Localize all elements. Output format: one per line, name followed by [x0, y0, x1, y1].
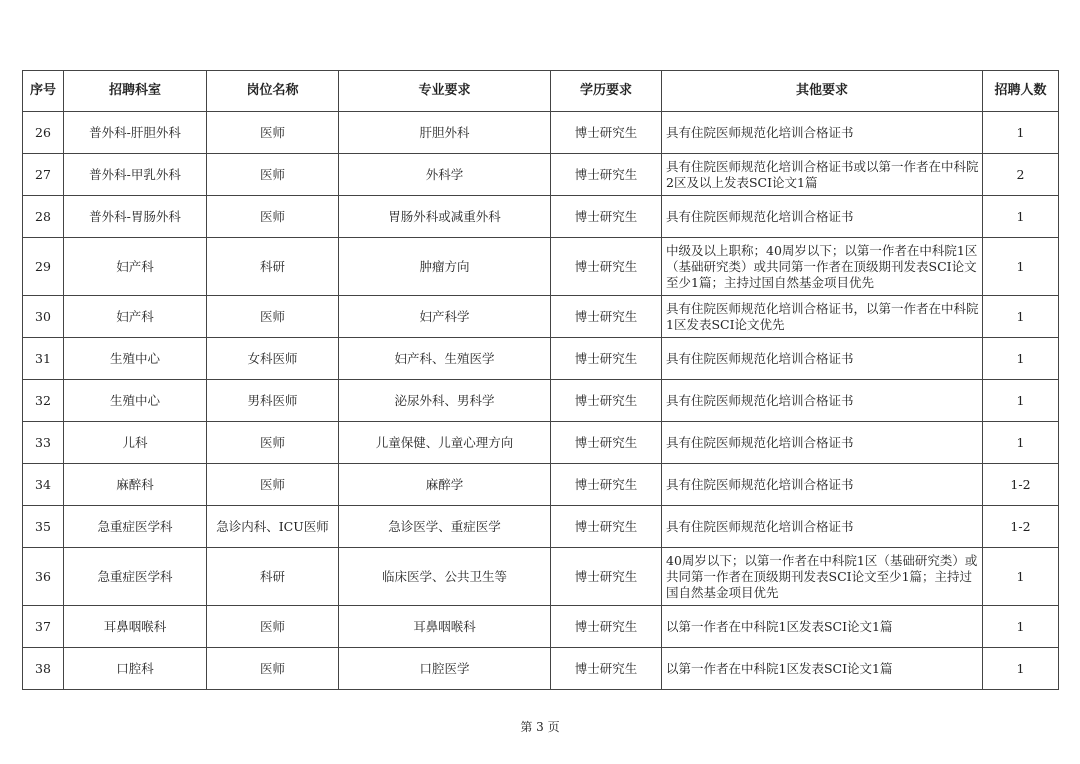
- cell-major: 胃肠外科或减重外科: [339, 196, 551, 238]
- cell-post: 医师: [207, 196, 339, 238]
- cell-other: 具有住院医师规范化培训合格证书: [662, 196, 983, 238]
- cell-edu: 博士研究生: [551, 422, 662, 464]
- cell-count: 1: [983, 338, 1059, 380]
- header-edu: 学历要求: [551, 71, 662, 112]
- cell-other: 具有住院医师规范化培训合格证书或以第一作者在中科院2区及以上发表SCI论文1篇: [662, 154, 983, 196]
- cell-count: 1: [983, 238, 1059, 296]
- cell-edu: 博士研究生: [551, 380, 662, 422]
- cell-post: 医师: [207, 422, 339, 464]
- cell-edu: 博士研究生: [551, 464, 662, 506]
- cell-count: 1: [983, 380, 1059, 422]
- table-row: [23, 506, 1059, 548]
- cell-major: 妇产科、生殖医学: [339, 338, 551, 380]
- cell-major: 儿童保健、儿童心理方向: [339, 422, 551, 464]
- cell-major: 麻醉学: [339, 464, 551, 506]
- cell-other: 具有住院医师规范化培训合格证书: [662, 506, 983, 548]
- cell-edu: 博士研究生: [551, 238, 662, 296]
- header-other: 其他要求: [662, 71, 983, 112]
- cell-no: 28: [23, 196, 64, 238]
- cell-other: 具有住院医师规范化培训合格证书: [662, 112, 983, 154]
- cell-no: 30: [23, 296, 64, 338]
- cell-dept: 口腔科: [64, 648, 207, 690]
- cell-major: 口腔医学: [339, 648, 551, 690]
- cell-major: 肝胆外科: [339, 112, 551, 154]
- table-row: [23, 338, 1059, 380]
- cell-edu: 博士研究生: [551, 648, 662, 690]
- cell-post: 医师: [207, 606, 339, 648]
- cell-major: 妇产科学: [339, 296, 551, 338]
- header-no: 序号: [23, 71, 64, 112]
- cell-no: 27: [23, 154, 64, 196]
- cell-count: 1: [983, 296, 1059, 338]
- cell-other: 以第一作者在中科院1区发表SCI论文1篇: [662, 648, 983, 690]
- cell-no: 33: [23, 422, 64, 464]
- cell-edu: 博士研究生: [551, 506, 662, 548]
- cell-post: 科研: [207, 548, 339, 606]
- table-header-row: [23, 71, 1059, 112]
- cell-other: 具有住院医师规范化培训合格证书，以第一作者在中科院1区发表SCI论文优先: [662, 296, 983, 338]
- cell-count: 1: [983, 112, 1059, 154]
- cell-count: 1: [983, 648, 1059, 690]
- cell-post: 医师: [207, 648, 339, 690]
- cell-count: 1: [983, 606, 1059, 648]
- table-row: [23, 422, 1059, 464]
- cell-no: 31: [23, 338, 64, 380]
- cell-post: 男科医师: [207, 380, 339, 422]
- cell-dept: 普外科-胃肠外科: [64, 196, 207, 238]
- cell-dept: 急重症医学科: [64, 506, 207, 548]
- cell-no: 32: [23, 380, 64, 422]
- header-major: 专业要求: [339, 71, 551, 112]
- table-row: [23, 648, 1059, 690]
- cell-no: 35: [23, 506, 64, 548]
- cell-count: 1: [983, 422, 1059, 464]
- cell-dept: 急重症医学科: [64, 548, 207, 606]
- cell-edu: 博士研究生: [551, 154, 662, 196]
- cell-no: 37: [23, 606, 64, 648]
- table-row: [23, 380, 1059, 422]
- cell-post: 医师: [207, 296, 339, 338]
- table-row: [23, 606, 1059, 648]
- page-number: 第 3 页: [520, 720, 560, 734]
- table-row: [23, 154, 1059, 196]
- cell-dept: 普外科-肝胆外科: [64, 112, 207, 154]
- cell-no: 38: [23, 648, 64, 690]
- cell-post: 医师: [207, 112, 339, 154]
- cell-dept: 生殖中心: [64, 380, 207, 422]
- header-post: 岗位名称: [207, 71, 339, 112]
- cell-count: 2: [983, 154, 1059, 196]
- cell-edu: 博士研究生: [551, 338, 662, 380]
- cell-other: 40周岁以下；以第一作者在中科院1区（基础研究类）或共同第一作者在顶级期刊发表SCI论文至少1篇；主持过国自然基金项目优先: [662, 548, 983, 606]
- cell-edu: 博士研究生: [551, 296, 662, 338]
- cell-major: 泌尿外科、男科学: [339, 380, 551, 422]
- cell-other: 具有住院医师规范化培训合格证书: [662, 380, 983, 422]
- cell-dept: 耳鼻咽喉科: [64, 606, 207, 648]
- cell-other: 具有住院医师规范化培训合格证书: [662, 464, 983, 506]
- cell-dept: 麻醉科: [64, 464, 207, 506]
- cell-no: 26: [23, 112, 64, 154]
- cell-no: 29: [23, 238, 64, 296]
- cell-dept: 儿科: [64, 422, 207, 464]
- table-row: [23, 238, 1059, 296]
- table-row: [23, 296, 1059, 338]
- cell-post: 医师: [207, 464, 339, 506]
- cell-post: 急诊内科、ICU医师: [207, 506, 339, 548]
- cell-major: 肿瘤方向: [339, 238, 551, 296]
- cell-other: 具有住院医师规范化培训合格证书: [662, 338, 983, 380]
- cell-count: 1-2: [983, 506, 1059, 548]
- header-count: 招聘人数: [983, 71, 1059, 112]
- header-dept: 招聘科室: [64, 71, 207, 112]
- cell-other: 具有住院医师规范化培训合格证书: [662, 422, 983, 464]
- cell-other: 以第一作者在中科院1区发表SCI论文1篇: [662, 606, 983, 648]
- cell-no: 36: [23, 548, 64, 606]
- cell-major: 外科学: [339, 154, 551, 196]
- cell-dept: 生殖中心: [64, 338, 207, 380]
- cell-no: 34: [23, 464, 64, 506]
- table-row: [23, 196, 1059, 238]
- table-row: [23, 464, 1059, 506]
- cell-post: 女科医师: [207, 338, 339, 380]
- recruitment-table: [22, 70, 1059, 690]
- cell-count: 1: [983, 196, 1059, 238]
- cell-other: 中级及以上职称；40周岁以下；以第一作者在中科院1区（基础研究类）或共同第一作者在顶级期刊发表SCI论文至少1篇；主持过国自然基金项目优先: [662, 238, 983, 296]
- cell-dept: 妇产科: [64, 238, 207, 296]
- table-row: [23, 548, 1059, 606]
- cell-dept: 普外科-甲乳外科: [64, 154, 207, 196]
- cell-edu: 博士研究生: [551, 548, 662, 606]
- cell-edu: 博士研究生: [551, 112, 662, 154]
- cell-count: 1-2: [983, 464, 1059, 506]
- cell-count: 1: [983, 548, 1059, 606]
- cell-post: 科研: [207, 238, 339, 296]
- cell-dept: 妇产科: [64, 296, 207, 338]
- cell-major: 急诊医学、重症医学: [339, 506, 551, 548]
- cell-post: 医师: [207, 154, 339, 196]
- cell-major: 耳鼻咽喉科: [339, 606, 551, 648]
- cell-major: 临床医学、公共卫生等: [339, 548, 551, 606]
- cell-edu: 博士研究生: [551, 196, 662, 238]
- table-row: [23, 112, 1059, 154]
- cell-edu: 博士研究生: [551, 606, 662, 648]
